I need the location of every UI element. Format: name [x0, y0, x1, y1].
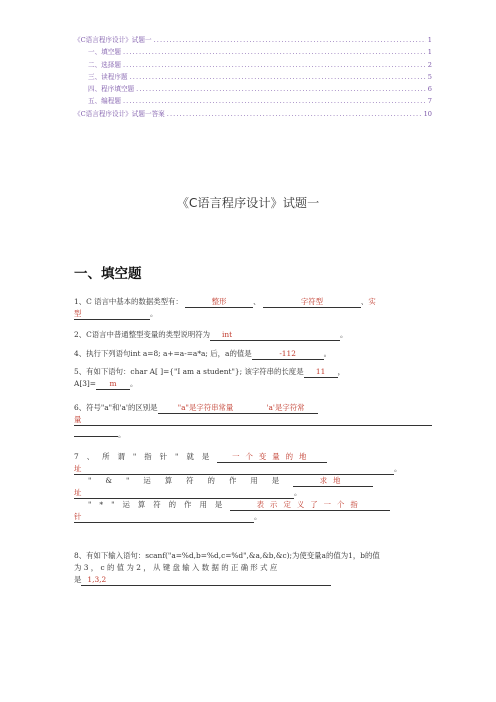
- question-7-end-3: 。: [254, 512, 262, 521]
- question-7-part-2-prefix: "&"运算符的作用是: [88, 476, 294, 485]
- question-1-answer-3a: 实: [368, 297, 376, 306]
- question-6-answer-1: "a"是字符串常量: [158, 403, 254, 414]
- toc-leader-dots: [136, 85, 426, 93]
- question-2: [74, 329, 432, 341]
- toc-entry-page: 1: [427, 48, 432, 57]
- toc-entry[interactable]: [74, 34, 432, 46]
- question-6-blank: [74, 426, 118, 437]
- question-7-answer-1b: 址: [74, 464, 394, 475]
- toc-leader-dots: [167, 110, 422, 118]
- toc-entry-title: 五、编程题: [88, 97, 121, 106]
- question-5-end: 。: [130, 379, 138, 388]
- toc-entry[interactable]: [74, 71, 432, 83]
- toc-entry-page: 6: [427, 85, 432, 94]
- question-7-end-1: 。: [394, 464, 402, 473]
- toc-leader-dots: [123, 61, 426, 69]
- question-1: [74, 296, 432, 320]
- toc-entry-page: 10: [423, 109, 432, 118]
- toc-entry-page: 7: [427, 97, 432, 106]
- question-4: [74, 348, 432, 360]
- toc-entry[interactable]: [74, 46, 432, 58]
- toc-leader-dots: [123, 97, 426, 105]
- question-7-answer-3: 表示定义了一个指: [230, 500, 390, 511]
- question-8-line-2: 为 3 ， c 的 值 为 2 ， 从 键 盘 输 入 数 据 的 正 确 形 式 应: [74, 563, 278, 572]
- question-4-prefix: 4、执行下列语句int a=8; a+=a-=a*a; 后，a的值是: [74, 349, 252, 358]
- document-title: 《C语言程序设计》试题一: [176, 196, 320, 210]
- question-2-prefix: 2、C语言中普通整型变量的类型说明符为: [74, 330, 210, 339]
- question-7: [74, 451, 432, 523]
- question-5-answer-2: m: [96, 379, 130, 390]
- question-7-prefix: 7、所谓"指针"就是: [74, 452, 218, 461]
- question-1-prefix: 1、C 语言中基本的数据类型有：: [74, 297, 183, 306]
- question-5: [74, 366, 432, 390]
- question-2-answer: int: [210, 330, 340, 341]
- table-of-contents: [74, 34, 432, 120]
- question-7-answer-1: 一个变量的地: [217, 452, 327, 463]
- toc-entry-title: 四、程序填空题: [88, 85, 135, 94]
- question-5-prefix: 5、有如下语句：char A[ ]={"I am a student"}; 该字符串的长度是: [74, 367, 304, 376]
- question-6: [74, 402, 432, 441]
- toc-entry[interactable]: [74, 59, 432, 71]
- toc-entry-title: 《C语言程序设计》试题一: [74, 36, 152, 44]
- toc-entry[interactable]: [74, 83, 432, 95]
- question-8-line-3-prefix: 是: [74, 575, 82, 584]
- question-1-answer-2: 字符型: [263, 297, 361, 308]
- question-8-line-1: 8、有如下输入语句：scanf("a=%d,b=%d,c=%d",&a,&b,&c);为使变量a的值为1，b的值: [74, 551, 380, 560]
- separator: 、: [360, 297, 369, 306]
- question-6-prefix: 6、符号"a"和'a'的区别是: [74, 403, 158, 412]
- question-5-comma: ，: [337, 367, 345, 376]
- question-1-answer-3b: 型: [74, 309, 150, 320]
- question-7-part-3-prefix: "*"运算符的作用是: [88, 500, 231, 509]
- question-1-end: 。: [150, 309, 158, 318]
- section-heading-fill-in: 一、填空题: [74, 266, 142, 282]
- toc-entry[interactable]: [74, 108, 432, 120]
- toc-entry-page: 2: [427, 60, 432, 69]
- question-8-answer: 1,3,2: [81, 575, 331, 586]
- question-1-answer-1: 整形: [185, 297, 253, 308]
- toc-entry-title: 一、填空题: [88, 48, 121, 57]
- question-2-end: 。: [340, 330, 348, 339]
- toc-leader-dots: [130, 73, 426, 81]
- question-6-answer-3: 量: [74, 415, 432, 426]
- question-5-answer-1: 11: [304, 367, 338, 378]
- question-4-end: 。: [323, 349, 332, 358]
- toc-entry-title: 《C语言程序设计》试题一答案: [74, 109, 165, 118]
- question-4-answer: -112: [252, 349, 324, 360]
- question-5-line2-prefix: A[3]=: [74, 379, 96, 388]
- toc-leader-dots: [123, 48, 426, 56]
- toc-entry-title: 二、选择题: [88, 60, 121, 69]
- toc-entry[interactable]: [74, 95, 432, 107]
- toc-entry-page: 1: [427, 36, 432, 44]
- question-7-answer-2: 求地: [293, 476, 373, 487]
- toc-leader-dots: [154, 36, 426, 44]
- question-7-answer-3b: 针: [74, 512, 254, 523]
- toc-entry-title: 三、读程序题: [88, 72, 128, 81]
- question-6-end: 。: [118, 430, 126, 439]
- question-7-end-2: 。: [294, 488, 302, 497]
- question-8: [74, 550, 432, 586]
- question-6-answer-2: 'a'是字符常: [254, 403, 318, 414]
- toc-entry-page: 5: [427, 72, 432, 81]
- separator: 、: [253, 297, 261, 306]
- question-7-answer-2b: 址: [74, 488, 294, 499]
